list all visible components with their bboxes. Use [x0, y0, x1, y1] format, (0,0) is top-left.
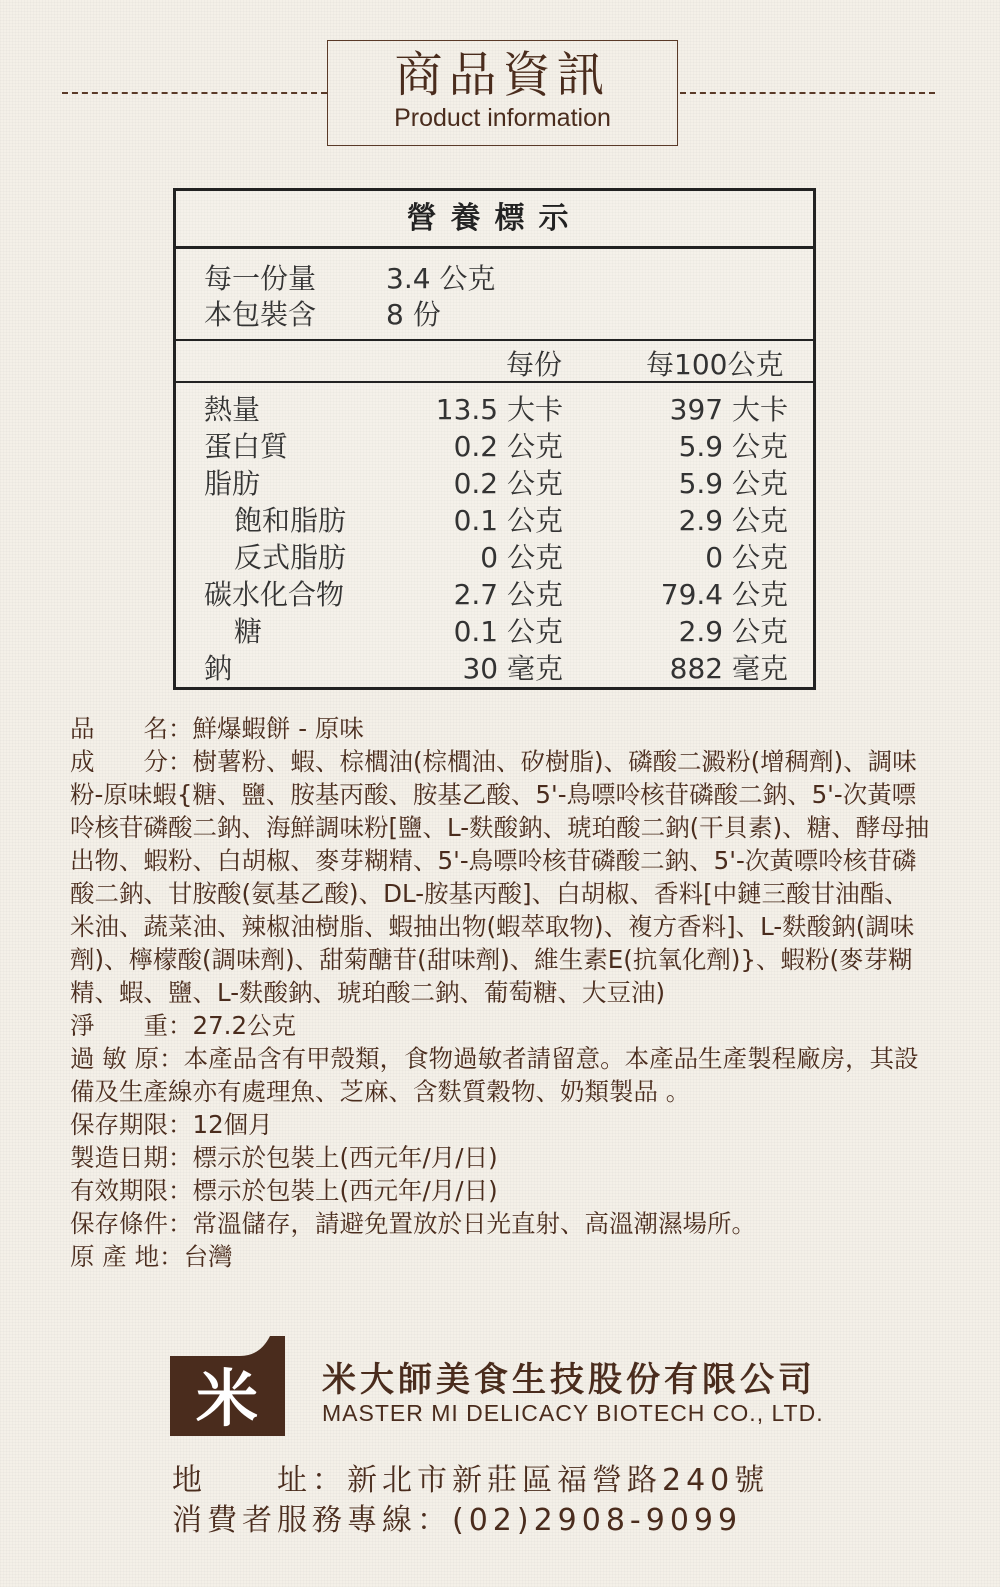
expiry-date: 有效期限：標示於包裝上(西元年/月/日) [70, 1176, 498, 1205]
nutrient-name: 脂肪 [204, 467, 261, 500]
nutrient-per-100g: 882 毫克 [669, 652, 788, 685]
nutrient-per-100g: 79.4 公克 [660, 578, 788, 611]
company-name-en: MASTER MI DELICACY BIOTECH CO., LTD. [322, 1400, 824, 1426]
nutrient-per-100g: 0 公克 [705, 541, 788, 574]
section-subtitle: Product information [394, 104, 611, 132]
nutrition-row [176, 465, 813, 502]
nutrient-name: 鈉 [204, 652, 233, 685]
serving-size-label: 每一份量 [204, 262, 317, 295]
nutrient-name: 蛋白質 [204, 430, 289, 463]
nutrient-per-100g: 5.9 公克 [678, 467, 788, 500]
nutrition-row [176, 391, 813, 428]
company-address: 地 址：新北市新莊區福營路240號 [172, 1463, 770, 1498]
company-name-zh: 米大師美食生技股份有限公司 [322, 1360, 816, 1400]
allergen: 過 敏 原：本產品含有甲殼類，食物過敏者請留意。本產品生產製程廠房，其設備及生產線亦有處理魚、芝麻、含麩質穀物、奶類製品 。 [70, 1044, 919, 1106]
nutrient-per-serving: 30 毫克 [462, 652, 563, 685]
nutrition-title: 營養標示 [176, 191, 813, 249]
nutrition-row [176, 502, 813, 539]
serving-size-value: 3.4 公克 [386, 262, 496, 295]
ingredients: 成 分：樹薯粉、蝦、棕櫚油(棕櫚油、矽樹脂)、磷酸二澱粉(增稠劑)、調味粉-原味蝦{糖、鹽、胺基丙酸、胺基乙酸、5'-鳥嘌呤核苷磷酸二鈉、5'-次黃嘌呤核苷磷酸二鈉、海鮮調味粉[鹽、L-麩酸鈉、琥珀酸二鈉(干貝素)、糖、酵母抽出物、蝦粉、白胡椒、麥芽糊精、5'-鳥嘌呤核苷磷酸二鈉、5'-次黃嘌呤核苷磷酸二鈉、甘胺酸(氨基乙酸)、DL-胺基丙酸]、白胡椒、香料[中鏈三酸甘油酯、米油、蔬菜油、辣椒油樹脂、蝦抽出物(蝦萃取物)、複方香料]、L-麩酸鈉(調味劑)、檸檬酸(調味劑)、甜菊醣苷(甜味劑)、維生素E(抗氧化劑)}、蝦粉(麥芽糊精、蝦、鹽、L-麩酸鈉、琥珀酸二鈉、葡萄糖、大豆油) [70, 747, 930, 1007]
nutrient-name: 糖 [234, 615, 263, 648]
origin: 原 產 地：台灣 [70, 1242, 233, 1271]
nutrient-name: 碳水化合物 [204, 578, 345, 611]
nutrient-per-100g: 397 大卡 [669, 393, 788, 426]
company-logo [170, 1336, 285, 1436]
product-name: 品 名：鮮爆蝦餅 - 原味 [70, 714, 364, 743]
nutrient-per-100g: 2.9 公克 [678, 615, 788, 648]
nutrient-name: 反式脂肪 [234, 541, 347, 574]
nutrient-per-serving: 13.5 大卡 [435, 393, 563, 426]
nutrient-name: 飽和脂肪 [234, 504, 347, 537]
product-info [70, 712, 930, 1273]
col-per-serving: 每份 [506, 348, 563, 381]
nutrient-name: 熱量 [204, 393, 261, 426]
header-dashed-line-left [62, 92, 327, 94]
nutrition-table [173, 188, 816, 690]
nutrition-row [176, 650, 813, 687]
nutrient-per-100g: 2.9 公克 [678, 504, 788, 537]
servings-row [204, 293, 441, 333]
logo-mark-icon [170, 1336, 285, 1436]
serving-size-row [204, 257, 495, 297]
nutrition-row [176, 428, 813, 465]
section-header [327, 40, 678, 146]
serving-info [176, 249, 813, 341]
nutrient-per-serving: 0.2 公克 [453, 430, 563, 463]
shelf-life: 保存期限：12個月 [70, 1110, 273, 1139]
manufacture-date: 製造日期：標示於包裝上(西元年/月/日) [70, 1143, 498, 1172]
nutrient-per-serving: 2.7 公克 [453, 578, 563, 611]
nutrition-row [176, 539, 813, 576]
customer-service-phone: 消費者服務專線：(02)2908-9099 [172, 1503, 743, 1538]
col-per-100g: 每100公克 [646, 348, 784, 381]
header-dashed-line-right [680, 92, 935, 94]
nutrient-per-serving: 0.2 公克 [453, 467, 563, 500]
storage-condition: 保存條件：常溫儲存，請避免置放於日光直射、高溫潮濕場所。 [70, 1209, 756, 1238]
servings-label: 本包裝含 [204, 298, 317, 331]
net-weight: 淨 重：27.2公克 [70, 1011, 297, 1040]
nutrient-per-serving: 0.1 公克 [453, 504, 563, 537]
nutrient-per-serving: 0.1 公克 [453, 615, 563, 648]
nutrient-per-serving: 0 公克 [480, 541, 563, 574]
nutrition-row [176, 576, 813, 613]
servings-value: 8 份 [386, 298, 441, 331]
section-title: 商品資訊 [394, 47, 611, 103]
nutrient-per-100g: 5.9 公克 [678, 430, 788, 463]
nutrition-row [176, 613, 813, 650]
nutrition-column-header [176, 341, 813, 383]
logo-char: 米 [195, 1362, 259, 1435]
